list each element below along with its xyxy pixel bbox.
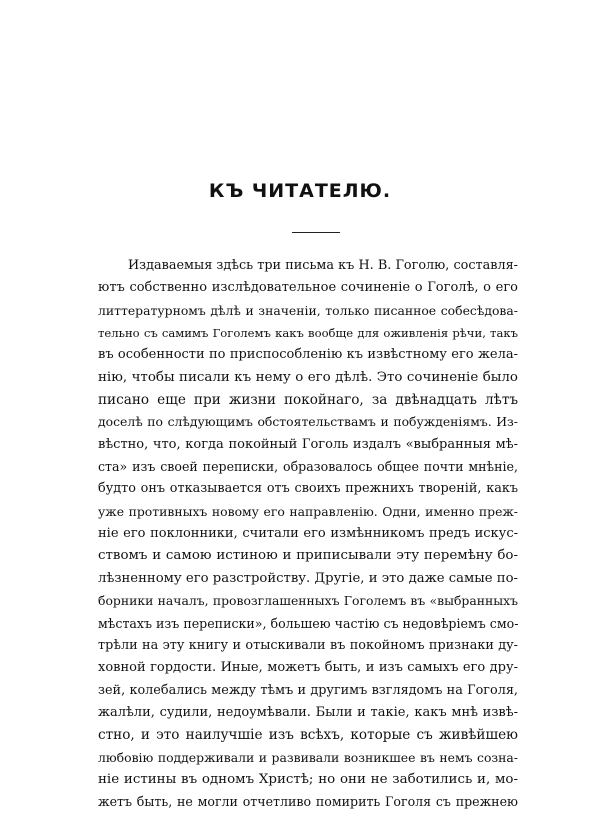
text-line: борники началъ, провозглашенныхъ Гоголемъ въ «выбранныхъ (98, 593, 518, 609)
text-line: Издаваемыя здѣсь три письма къ Н. В. Гоголю, составля- (128, 258, 518, 273)
chapter-title: КЪ ЧИТАТЕЛЮ. (208, 180, 392, 202)
text-line: вѣстно, что, когда покойный Гоголь издалъ «выбранныя мѣ- (98, 436, 518, 452)
text-line: мѣстахъ изъ переписки», большею частію съ недовѣріемъ смо- (98, 615, 519, 631)
text-line: ствомъ и самою истиною и приписывали эту перемѣну бо- (98, 548, 518, 564)
text-line: стно, и это наилучшіе изъ всѣхъ, которые съ живѣйшею (98, 727, 518, 744)
text-line: тельно съ самимъ Гоголемъ какъ вообще для оживленія рѣчи, такъ (98, 326, 518, 341)
text-line: ста» изъ своей переписки, образовалось общее почти мнѣніе, (98, 459, 518, 475)
text-line: доселѣ по слѣдующимъ обстоятельствамъ и побужденіямъ. Из- (98, 414, 518, 430)
text-line: въ особенности по приспособленію къ извѣстному его жела- (98, 347, 518, 363)
text-line: жетъ быть, не могли отчетливо помирить Гоголя съ прежнею (98, 794, 518, 810)
text-line: жалѣли, судили, недоумѣвали. Были и такіе, какъ мнѣ извѣ- (98, 704, 518, 720)
text-line: ніе его поклонники, считали его измѣнникомъ предъ искус- (98, 526, 518, 542)
text-line: трѣли на эту книгу и отыскивали въ покойномъ признаки ду- (98, 637, 518, 653)
text-line: уже противныхъ новому его направленію. Одни, именно преж- (98, 503, 518, 519)
text-line: лѣзненному его разстройству. Другіе, и это даже самые по- (98, 570, 518, 586)
text-line: литтературномъ дѣлѣ и значеніи, только писанное собесѣдова- (98, 302, 518, 318)
text-line: ховной гордости. Иные, можетъ быть, и изъ самыхъ его дру- (98, 660, 518, 676)
text-line: нію, чтобы писали къ нему о его дѣлѣ. Это сочиненіе было (98, 369, 518, 385)
title-divider (292, 232, 340, 233)
body-text (98, 255, 518, 814)
text-line: ніе истины въ одномъ Христѣ; но они не заботились и, мо- (98, 771, 518, 787)
text-line: любовію поддерживали и развивали возникшее въ немъ созна- (98, 749, 518, 765)
text-line: будто онъ отказывается отъ своихъ прежнихъ твореній, какъ (98, 481, 518, 497)
text-line: писано еще при жизни покойнаго, за двѣнадцать лѣтъ (98, 392, 518, 409)
text-line: ютъ собственно изслѣдовательное сочиненіе о Гоголѣ, о его (98, 280, 518, 296)
text-line: зей, колебались между тѣмъ и другимъ взглядомъ на Гоголя, (98, 682, 518, 698)
